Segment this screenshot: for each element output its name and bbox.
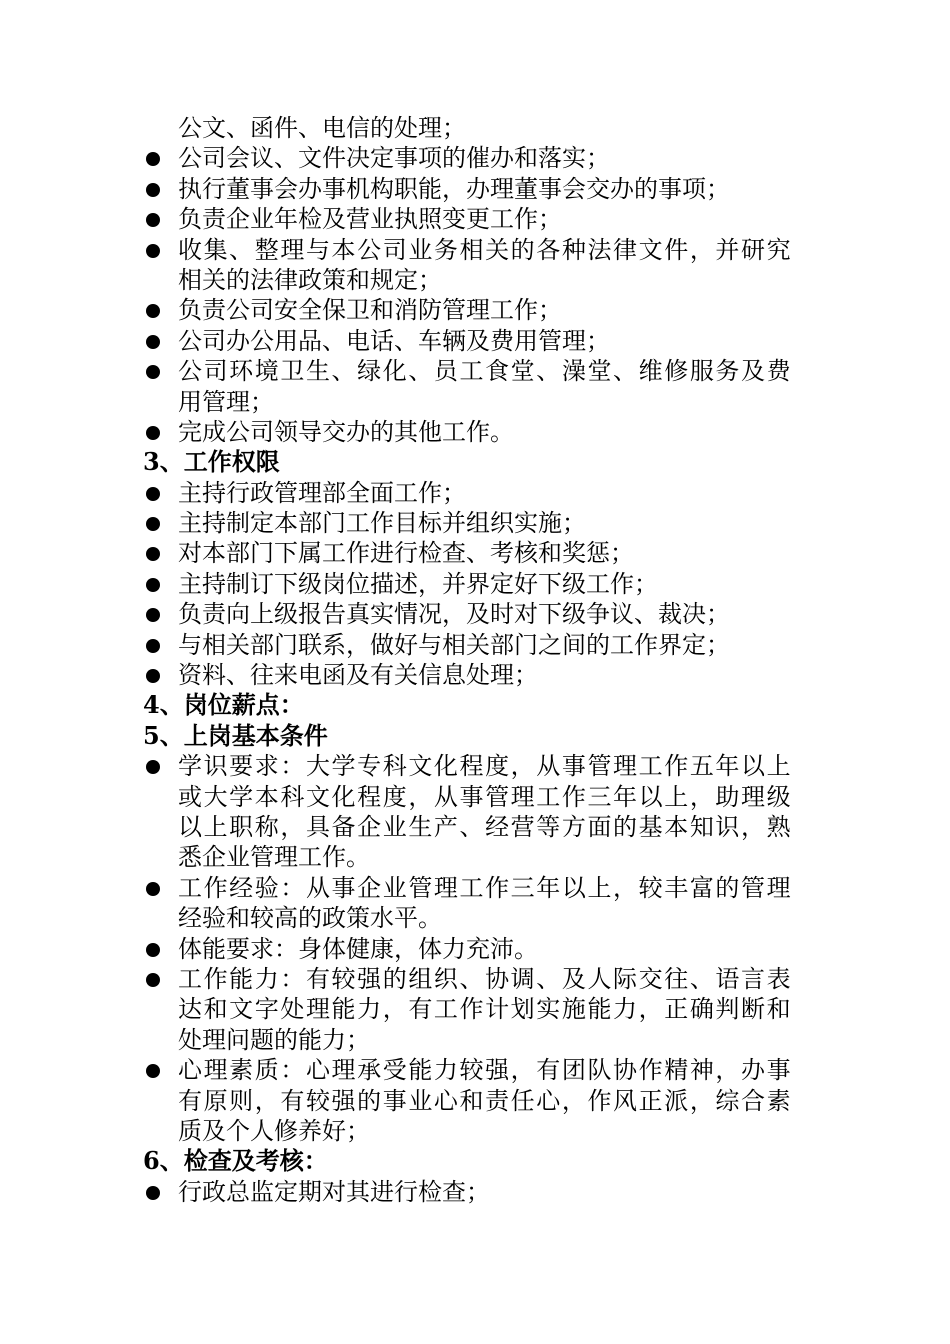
bullet-item xyxy=(0,204,950,234)
line-text: 达和文字处理能力，有工作计划实施能力，正确判断和 xyxy=(178,995,790,1024)
line-text: 学识要求：大学专科文化程度，从事管理工作五年以上 xyxy=(178,752,790,781)
bullet-icon xyxy=(146,335,160,349)
bullet-icon xyxy=(146,365,160,379)
bullet-item xyxy=(0,235,950,265)
line-text: 心理素质：心理承受能力较强，有团队协作精神，办事 xyxy=(178,1056,790,1085)
line-text: 主持制定本部门工作目标并组织实施； xyxy=(178,509,586,538)
line-text: 悉企业管理工作。 xyxy=(178,843,370,872)
bullet-item xyxy=(0,417,950,447)
bullet-item xyxy=(0,538,950,568)
bullet-icon xyxy=(146,487,160,501)
bullet-icon xyxy=(146,304,160,318)
continuation-line xyxy=(0,903,950,933)
bullet-icon xyxy=(146,973,160,987)
line-text: 工作经验：从事企业管理工作三年以上，较丰富的管理 xyxy=(178,873,790,902)
continuation-line xyxy=(0,387,950,417)
bullet-icon xyxy=(146,639,160,653)
line-text: 质及个人修养好； xyxy=(178,1116,370,1145)
line-text: 工作能力：有较强的组织、协调、及人际交往、语言表 xyxy=(178,964,790,993)
line-text: 公司办公用品、电话、车辆及费用管理； xyxy=(178,326,610,355)
bullet-icon xyxy=(146,1064,160,1078)
continuation-line xyxy=(0,265,950,295)
line-text: 用管理； xyxy=(178,387,274,416)
line-text: 或大学本科文化程度，从事管理工作三年以上，助理级 xyxy=(178,782,790,811)
bullet-item xyxy=(0,660,950,690)
bullet-icon xyxy=(146,943,160,957)
bullet-item xyxy=(0,1177,950,1207)
line-text: 以上职称，具备企业生产、经营等方面的基本知识，熟 xyxy=(178,812,790,841)
line-text: 收集、整理与本公司业务相关的各种法律文件，并研究 xyxy=(178,235,790,264)
line-text: 4、岗位薪点： xyxy=(143,690,304,720)
bullet-icon xyxy=(146,608,160,622)
bullet-item xyxy=(0,508,950,538)
continuation-line xyxy=(0,842,950,872)
line-text: 相关的法律政策和规定； xyxy=(178,265,442,294)
bullet-icon xyxy=(146,1186,160,1200)
bullet-icon xyxy=(146,760,160,774)
bullet-icon xyxy=(146,882,160,896)
line-text: 有原则，有较强的事业心和责任心，作风正派，综合素 xyxy=(178,1086,790,1115)
continuation-line xyxy=(0,1025,950,1055)
bullet-icon xyxy=(146,517,160,531)
line-text: 负责向上级报告真实情况，及时对下级争议、裁决； xyxy=(178,600,730,629)
bullet-icon xyxy=(146,152,160,166)
bullet-icon xyxy=(146,183,160,197)
line-text: 公文、函件、电信的处理； xyxy=(178,114,466,142)
continuation-line xyxy=(0,994,950,1024)
line-text: 执行董事会办事机构职能，办理董事会交办的事项； xyxy=(178,174,730,203)
bullet-item xyxy=(0,569,950,599)
bullet-item xyxy=(0,174,950,204)
section-heading xyxy=(0,721,950,751)
bullet-icon xyxy=(146,669,160,683)
bullet-item xyxy=(0,1055,950,1085)
bullet-icon xyxy=(146,244,160,258)
section-heading xyxy=(0,690,950,720)
bullet-icon xyxy=(146,426,160,440)
line-text: 行政总监定期对其进行检查； xyxy=(178,1177,490,1206)
bullet-item xyxy=(0,873,950,903)
line-text: 公司会议、文件决定事项的催办和落实； xyxy=(178,144,610,173)
section-heading xyxy=(0,1146,950,1176)
line-text: 与相关部门联系，做好与相关部门之间的工作界定； xyxy=(178,630,730,659)
bullet-icon xyxy=(146,578,160,592)
bullet-item xyxy=(0,295,950,325)
bullet-item xyxy=(0,356,950,386)
line-text: 负责公司安全保卫和消防管理工作； xyxy=(178,296,562,325)
line-text: 主持制订下级岗位描述，并界定好下级工作； xyxy=(178,569,658,598)
bullet-item xyxy=(0,934,950,964)
bullet-item xyxy=(0,599,950,629)
line-text: 主持行政管理部全面工作； xyxy=(178,478,466,507)
section-heading xyxy=(0,447,950,477)
line-text: 负责企业年检及营业执照变更工作； xyxy=(178,205,562,234)
bullet-item xyxy=(0,478,950,508)
line-text: 公司环境卫生、绿化、员工食堂、澡堂、维修服务及费 xyxy=(178,357,790,386)
bullet-item xyxy=(0,630,950,660)
continuation-line xyxy=(0,1086,950,1116)
bullet-item xyxy=(0,143,950,173)
continuation-line xyxy=(0,812,950,842)
document-page xyxy=(0,113,950,1207)
continuation-line xyxy=(0,1116,950,1146)
line-text: 资料、往来电函及有关信息处理； xyxy=(178,661,538,690)
line-text: 处理问题的能力； xyxy=(178,1025,370,1054)
line-text: 经验和较高的政策水平。 xyxy=(178,904,442,933)
line-text: 对本部门下属工作进行检查、考核和奖惩； xyxy=(178,539,634,568)
bullet-icon xyxy=(146,213,160,227)
bullet-item xyxy=(0,326,950,356)
bullet-item xyxy=(0,751,950,781)
continuation-line xyxy=(0,113,950,143)
line-text: 体能要求：身体健康，体力充沛。 xyxy=(178,934,538,963)
bullet-icon xyxy=(146,547,160,561)
line-text: 3、工作权限 xyxy=(143,447,280,477)
line-text: 5、上岗基本条件 xyxy=(143,720,328,750)
bullet-item xyxy=(0,964,950,994)
continuation-line xyxy=(0,782,950,812)
line-text: 6、检查及考核： xyxy=(143,1146,328,1176)
line-text: 完成公司领导交办的其他工作。 xyxy=(178,417,514,446)
